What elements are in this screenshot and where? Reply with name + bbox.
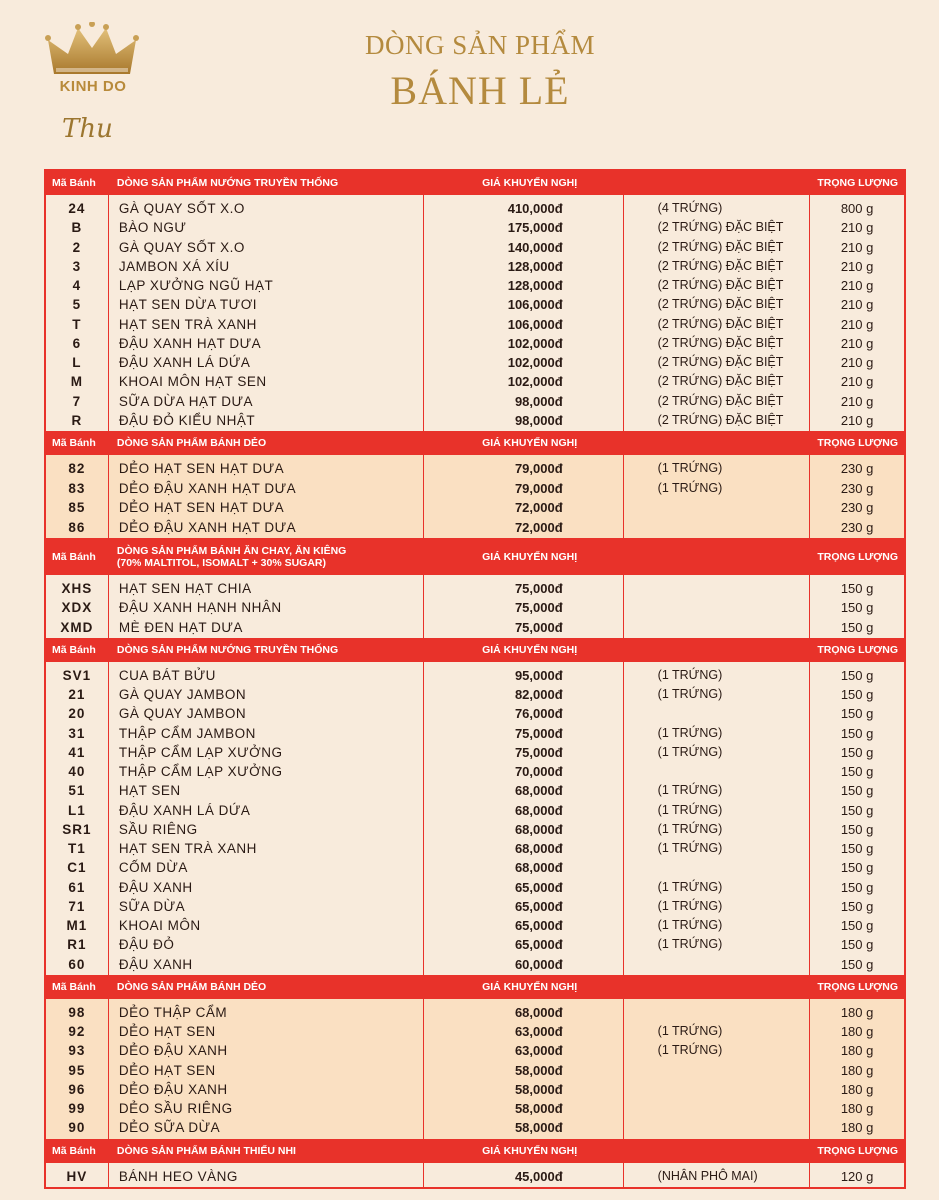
product-code: M1 [66,918,88,933]
product-price: 75,000đ [514,725,563,741]
product-name: HẠT SEN DỪA TƯƠI [118,297,258,313]
header-price: GIÁ KHUYẾN NGHỊ [482,437,578,449]
product-note [624,858,810,877]
product-name: MÈ ĐEN HẠT DƯA [118,619,243,635]
product-name: DẺO ĐẬU XANH [118,1081,228,1097]
product-price: 82,000đ [514,687,563,702]
product-price: 75,000đ [514,619,563,635]
product-price: 63,000đ [514,1043,563,1059]
product-note: (1 TRỨNG) [657,1024,723,1038]
header-weight: TRỌNG LƯỢNG [817,1144,899,1157]
header-code: Mã Bánh [52,550,96,563]
product-code: 3 [72,258,82,274]
product-note: (1 TRỨNG) [657,802,723,817]
section-body [46,1163,904,1187]
product-name: THẬP CẨM LẠP XƯỞNG [118,764,283,779]
product-name: CỐM DỪA [118,860,188,876]
product-code: 7 [72,393,82,409]
header-category [109,1145,424,1157]
product-note: (4 TRỨNG) [657,201,723,215]
product-weight: 180 g [840,1004,874,1020]
product-price: 65,000đ [514,898,563,914]
product-weight: 150 g [840,956,874,972]
product-name: HẠT SEN TRÀ XANH [118,316,257,332]
product-note [624,579,810,598]
product-weight: 150 g [840,802,874,818]
product-code: 83 [68,480,86,496]
header-category-line: DÒNG SẢN PHẨM BÁNH THIẾU NHI [116,1144,296,1157]
product-note: (2 TRỨNG) ĐẶC BIỆT [657,335,784,350]
product-price: 65,000đ [514,937,563,953]
product-code: R [71,412,83,428]
header-category [109,981,424,993]
product-name: ĐẬU ĐỎ [118,937,175,953]
product-name: THẬP CẨM LẠP XƯỞNG [118,744,283,760]
section-body [46,999,904,1139]
product-name: KHOAI MÔN [118,918,201,933]
product-name: ĐẬU XANH HẠNH NHÂN [118,600,282,616]
product-code: 60 [68,956,86,972]
kinh-do-logo [44,22,140,162]
product-price: 75,000đ [514,581,563,596]
product-note [624,762,810,781]
product-price: 68,000đ [514,841,563,856]
product-price: 75,000đ [514,600,563,616]
product-weight: 150 g [840,937,874,953]
product-code: R1 [67,937,87,953]
header-code: Mã Bánh [52,437,96,449]
product-name: SỮA DỪA [118,898,186,914]
product-price: 70,000đ [514,764,563,779]
product-name: ĐẬU XANH LÁ DỨA [118,355,251,370]
product-note: (1 TRỨNG) [657,879,723,894]
section-body [46,455,904,538]
product-weight: 150 g [840,764,874,779]
product-code: 99 [68,1101,86,1116]
product-code: 82 [68,461,86,476]
product-code: 85 [68,500,86,515]
product-name: DẺO SỮA DỪA [118,1120,221,1136]
product-name: DẺO HẠT SEN HẠT DƯA [118,461,285,476]
header-price: GIÁ KHUYẾN NGHỊ [482,1144,578,1157]
product-note: (2 TRỨNG) ĐẶC BIỆT [657,278,784,292]
product-name-column [109,662,424,975]
product-weight: 150 g [840,783,874,799]
product-code: B [71,220,83,236]
product-weight: 150 g [840,706,874,722]
product-code-column [46,662,109,975]
product-weight: 150 g [840,581,874,596]
product-note: (1 TRỨNG) [657,687,723,701]
header-price: GIÁ KHUYẾN NGHỊ [482,177,578,189]
product-weight: 800 g [840,201,874,216]
product-note: (1 TRỨNG) [657,744,723,759]
product-code: 20 [68,706,86,722]
product-code: HV [66,1168,88,1184]
section-header [46,431,904,455]
product-name: ĐẬU XANH [118,879,193,895]
product-note [624,704,810,723]
header-category [109,545,424,569]
header-code: Mã Bánh [52,177,96,189]
section-header [46,638,904,662]
product-note-column [624,662,811,975]
product-price: 68,000đ [514,802,563,818]
header-code: Mã Bánh [52,643,96,656]
product-price: 140,000đ [507,239,563,255]
product-weight: 150 g [840,744,874,760]
product-weight-column [810,195,904,431]
product-name: DẺO HẠT SEN HẠT DƯA [118,500,285,515]
header-category [109,437,424,449]
product-name: GÀ QUAY SỐT X.O [118,239,245,255]
product-note: (1 TRỨNG) [657,783,723,798]
product-code: 51 [68,783,86,799]
product-name: DẺO SẦU RIÊNG [118,1101,233,1116]
product-name-column [109,1163,424,1187]
product-weight: 150 g [840,841,874,856]
product-name: ĐẬU XANH HẠT DƯA [118,335,262,351]
product-code: 96 [68,1081,86,1097]
product-note: (1 TRỨNG) [657,821,723,836]
header-code: Mã Bánh [52,980,96,993]
product-weight: 150 g [840,879,874,895]
product-price: 175,000đ [507,220,563,236]
product-weight: 180 g [840,1120,874,1136]
product-note: (2 TRỨNG) ĐẶC BIỆT [657,297,784,312]
product-weight: 150 g [840,619,874,635]
product-weight: 180 g [840,1043,874,1059]
product-price: 58,000đ [514,1062,563,1078]
product-weight: 150 g [840,687,874,702]
product-code: 41 [68,744,86,760]
product-code: XDX [61,600,93,616]
product-code: XMD [60,619,94,635]
product-weight: 210 g [840,393,874,409]
product-name: GÀ QUAY JAMBON [118,706,247,722]
product-weight: 150 g [840,667,874,683]
product-name: SỮA DỪA HẠT DƯA [118,393,253,409]
product-price-column [424,662,624,975]
product-weight: 210 g [840,355,874,370]
product-weight: 210 g [840,374,874,390]
product-price: 75,000đ [514,744,563,760]
product-note: (2 TRỨNG) ĐẶC BIỆT [657,239,784,254]
product-name: DẺO HẠT SEN [118,1062,216,1078]
title-line-1: DÒNG SẢN PHẨM [364,30,596,60]
product-code: 2 [72,239,82,255]
product-note: (1 TRỨNG) [657,918,723,932]
brand-name: KINH DO [59,78,127,95]
product-name: BÀO NGƯ [118,220,187,236]
product-price-column [424,999,624,1139]
header-weight: TRỌNG LƯỢNG [817,643,899,656]
product-price: 76,000đ [514,706,563,722]
product-weight: 230 g [840,461,874,476]
product-name: JAMBON XÁ XÍU [118,258,230,274]
product-weight: 230 g [840,519,874,535]
header-price: GIÁ KHUYẾN NGHỊ [482,980,578,993]
header-weight: TRỌNG LƯỢNG [817,980,899,993]
product-price: 68,000đ [514,821,563,837]
product-note: (1 TRỨNG) [657,725,723,740]
signature: Thu [62,114,113,144]
header-code: Mã Bánh [52,1144,96,1157]
product-weight-column [810,575,904,638]
product-note: (1 TRỨNG) [657,841,723,855]
product-weight-column [810,662,904,975]
product-weight: 210 g [840,239,874,255]
product-note-column [624,455,811,538]
product-code: 21 [68,687,86,702]
product-weight: 120 g [840,1168,874,1184]
section-header [46,171,904,195]
header-weight: TRỌNG LƯỢNG [817,177,899,189]
product-weight-column [810,1163,904,1187]
header-price: GIÁ KHUYẾN NGHỊ [482,643,578,656]
product-code: 98 [68,1004,86,1020]
product-code: XHS [61,581,93,596]
product-code-column [46,1163,109,1187]
product-name: BÁNH HEO VÀNG [118,1168,238,1184]
product-code: T [72,316,82,332]
title-line-2: BÁNH LẺ [390,68,570,113]
product-note [624,955,810,974]
product-code: 24 [68,201,86,216]
header-category-subline: (70% MALTITOL, ISOMALT + 30% SUGAR) [116,556,327,569]
product-price: 72,000đ [514,500,563,515]
product-code: 61 [68,879,86,895]
product-note [624,498,810,518]
product-note: (1 TRỨNG) [657,480,723,495]
product-weight: 180 g [840,1081,874,1097]
product-price: 102,000đ [507,355,563,370]
product-price: 60,000đ [514,956,563,972]
product-name: THẬP CẨM JAMBON [118,725,256,741]
product-price: 65,000đ [514,879,563,895]
product-name: CUA BÁT BỬU [118,667,216,683]
product-price: 106,000đ [507,316,563,332]
product-note [624,518,810,538]
product-price: 102,000đ [507,335,563,351]
product-weight: 180 g [840,1101,874,1116]
product-weight: 210 g [840,316,874,332]
product-price: 98,000đ [514,412,563,428]
header-category-line: DÒNG SẢN PHẨM BÁNH DẺO [116,437,267,449]
product-code: 95 [68,1062,86,1078]
product-name: SẦU RIÊNG [118,821,198,837]
product-note [624,1061,810,1080]
product-name: GÀ QUAY JAMBON [118,687,247,702]
product-note: (1 TRỨNG) [657,461,723,475]
product-note: (2 TRỨNG) ĐẶC BIỆT [657,393,784,408]
crown-icon [44,22,140,82]
product-price: 45,000đ [514,1168,563,1184]
product-code: 31 [68,725,86,741]
section-header [46,975,904,999]
product-note-column [624,999,811,1139]
product-name: HẠT SEN HẠT CHIA [118,581,252,596]
product-name: HẠT SEN TRÀ XANH [118,841,257,856]
product-name: DẺO HẠT SEN [118,1024,216,1039]
product-code-column [46,195,109,431]
price-table [44,169,906,1189]
header-category [109,177,424,189]
product-code: 4 [72,278,82,293]
product-name-column [109,195,424,431]
product-note: (2 TRỨNG) ĐẶC BIỆT [657,374,784,389]
section-body [46,195,904,431]
product-name: DẺO THẬP CẨM [118,1004,228,1020]
product-price-column [424,455,624,538]
product-code: 90 [68,1120,86,1136]
header-category-line: DÒNG SẢN PHẨM NƯỚNG TRUYỀN THỐNG [116,177,339,189]
header-category-line: DÒNG SẢN PHẨM BÁNH DẺO [116,980,267,993]
product-note: (2 TRỨNG) ĐẶC BIỆT [657,355,784,369]
header-price: GIÁ KHUYẾN NGHỊ [482,550,578,563]
product-code: L [72,355,82,370]
product-weight: 150 g [840,860,874,876]
product-name: DẺO ĐẬU XANH HẠT DƯA [118,519,297,535]
product-name-column [109,455,424,538]
product-weight: 180 g [840,1024,874,1039]
product-note-column [624,195,811,431]
product-note: (NHÂN PHÔ MAI) [657,1168,758,1183]
product-name: ĐẬU ĐỎ KIỂU NHẬT [118,412,256,428]
product-code: C1 [67,860,87,876]
product-code: 5 [72,297,82,313]
product-name: GÀ QUAY SỐT X.O [118,201,245,216]
product-price: 63,000đ [514,1024,563,1039]
page-title [300,30,660,114]
product-note: (2 TRỨNG) ĐẶC BIỆT [657,258,784,273]
product-note: (1 TRỨNG) [657,667,723,682]
product-note: (2 TRỨNG) ĐẶC BIỆT [657,412,784,427]
product-code: 71 [68,898,86,914]
product-price: 68,000đ [514,860,563,876]
product-code: SV1 [62,667,92,683]
product-price: 68,000đ [514,1004,563,1020]
product-price: 410,000đ [507,201,563,216]
product-name: ĐẬU XANH [118,956,193,972]
header-category [109,644,424,656]
product-weight: 150 g [840,600,874,616]
product-code: 86 [68,519,86,535]
product-name: KHOAI MÔN HẠT SEN [118,374,267,390]
product-price: 98,000đ [514,393,563,409]
product-price-column [424,575,624,638]
product-name: ĐẬU XANH LÁ DỨA [118,802,251,818]
product-weight: 150 g [840,821,874,837]
product-code-column [46,999,109,1139]
product-code: 6 [72,335,82,351]
product-price: 79,000đ [514,461,563,476]
product-weight: 210 g [840,412,874,428]
product-note-column [624,575,811,638]
product-note: (1 TRỨNG) [657,937,723,952]
product-weight: 210 g [840,335,874,351]
product-code: M [70,374,84,390]
product-name-column [109,999,424,1139]
product-weight: 150 g [840,725,874,741]
product-code-column [46,575,109,638]
product-price: 58,000đ [514,1101,563,1116]
product-weight: 230 g [840,500,874,515]
product-price: 106,000đ [507,297,563,313]
product-weight: 210 g [840,297,874,313]
product-weight-column [810,455,904,538]
product-note [624,1080,810,1099]
header-weight: TRỌNG LƯỢNG [817,550,899,563]
product-price: 128,000đ [507,258,563,274]
product-price: 58,000đ [514,1120,563,1136]
product-weight-column [810,999,904,1139]
product-price: 58,000đ [514,1081,563,1097]
header-category-line: DÒNG SẢN PHẨM BÁNH ĂN CHAY, ĂN KIÊNG [116,544,347,557]
header-weight: TRỌNG LƯỢNG [817,437,899,449]
product-weight: 180 g [840,1062,874,1078]
product-weight: 210 g [840,220,874,236]
product-name: HẠT SEN [118,783,181,799]
product-weight: 210 g [840,278,874,293]
product-note [624,1099,810,1118]
product-note [624,598,810,617]
product-price: 79,000đ [514,480,563,496]
product-note: (2 TRỨNG) ĐẶC BIỆT [657,220,784,235]
product-name-column [109,575,424,638]
product-name: DẺO ĐẬU XANH [118,1043,228,1059]
product-note-column [624,1163,811,1187]
product-code: 40 [68,764,86,779]
product-note [624,618,810,637]
section-header [46,538,904,575]
product-code: 92 [68,1024,86,1039]
product-weight: 150 g [840,918,874,933]
product-note: (1 TRỨNG) [657,898,723,913]
product-price: 68,000đ [514,783,563,799]
product-price-column [424,195,624,431]
product-note [624,1118,810,1137]
product-price: 102,000đ [507,374,563,390]
product-code: 93 [68,1043,86,1059]
product-code: T1 [68,841,86,856]
product-note: (1 TRỨNG) [657,1043,723,1058]
product-price-column [424,1163,624,1187]
product-name: LẠP XƯỞNG NGŨ HẠT [118,278,274,293]
section-body [46,662,904,975]
product-note [624,1003,810,1022]
product-price: 65,000đ [514,918,563,933]
product-code: L1 [68,802,86,818]
product-weight: 210 g [840,258,874,274]
section-header [46,1139,904,1163]
product-note: (2 TRỨNG) ĐẶC BIỆT [657,316,784,331]
product-weight: 150 g [840,898,874,914]
product-weight: 230 g [840,480,874,496]
product-name: DẺO ĐẬU XANH HẠT DƯA [118,480,297,496]
product-price: 72,000đ [514,519,563,535]
product-code: SR1 [62,821,92,837]
product-price: 95,000đ [514,667,563,683]
product-price: 128,000đ [507,278,563,293]
product-code-column [46,455,109,538]
header-category-line: DÒNG SẢN PHẨM NƯỚNG TRUYỀN THỐNG [116,643,339,656]
section-body [46,575,904,638]
